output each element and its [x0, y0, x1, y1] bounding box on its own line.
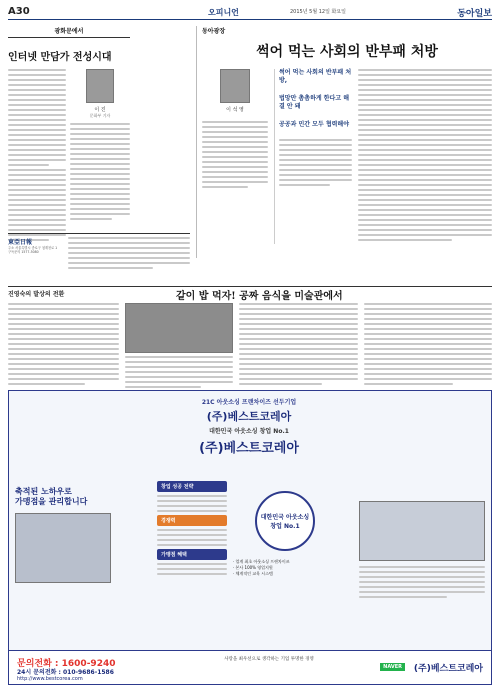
ad-benefit: · 체계적인 교육 시스템 — [233, 571, 273, 576]
ad-benefit: · 본사 100% 영업지원 — [233, 565, 273, 570]
lower-article — [8, 286, 492, 386]
article-body-col2 — [239, 303, 357, 391]
article-title: 인터넷 만담가 전성시대 — [8, 52, 112, 63]
author-block — [202, 69, 268, 244]
ad-company: (주)베스트코레아 — [206, 410, 292, 423]
ad-emblem-text: 대한민국 아웃소싱 창업 No.1 — [260, 514, 310, 530]
ad-contact-bar — [9, 650, 491, 684]
column-head: 진영숙의 발상의 전환 — [8, 291, 65, 298]
article-body-col3 — [364, 303, 492, 391]
column-head: 동아광장 — [202, 28, 226, 35]
column-head: 광화문에서 — [8, 26, 130, 38]
article-photo-col — [125, 303, 234, 391]
ad-chip: 가맹점 혜택 — [157, 549, 227, 560]
article-body-left — [8, 69, 66, 244]
author-name: 이 진 — [94, 107, 106, 113]
pull-quote-block — [274, 69, 352, 244]
ad-chip: 창업 성공 전략 — [157, 481, 227, 492]
ad-brand-bottom: (주)베스트코레아 — [413, 664, 483, 674]
ad-website-link[interactable]: http://www.bestcorea.com — [17, 676, 83, 682]
ad-phone[interactable]: 문의전화 : 1600-9240 — [17, 659, 116, 669]
section-title: 오피니언 — [208, 8, 239, 17]
ad-center-panel — [157, 481, 337, 641]
author-block — [70, 69, 130, 244]
publisher-contact: 구독문의 1577-5080 — [8, 250, 39, 254]
ad-benefit: · 업계 최초 아웃소싱 프랜차이즈 — [233, 559, 290, 564]
column-donga-square — [196, 26, 492, 258]
article-photo — [125, 303, 234, 353]
ad-chip: 경쟁력 — [157, 515, 227, 526]
page-number: A30 — [8, 6, 30, 17]
page-header — [8, 6, 492, 20]
article-title: 같이 밥 먹자! 공짜 음식을 미술관에서 — [176, 291, 343, 302]
ad-slogan: 대한민국 아웃소싱 창업 No.1 — [209, 428, 289, 435]
newspaper-brand: 동아일보 — [457, 9, 492, 19]
ad-side-photo — [359, 501, 485, 561]
author-name: 이 석 영 — [226, 107, 244, 113]
ad-header — [69, 397, 429, 456]
ad-emblem — [255, 491, 315, 551]
ad-tagline: 사랑을 최우선으로 생각하는 기업 투명한 경영 — [224, 657, 314, 662]
pull-quote: 썩어 먹는 사회의 반부패 처방, — [279, 69, 352, 84]
article-body-col1 — [8, 303, 119, 391]
publisher-name: 東亞日報 — [8, 239, 33, 246]
ad-left-panel — [15, 487, 135, 617]
pull-quote: 법망만 촘촘하게 한다고 해결 안 돼 — [279, 95, 350, 110]
publish-date: 2015년 5월 12일 화요일 — [290, 9, 347, 15]
publisher-address: 주소 서울특별시 종로구 청계천로 1 — [8, 246, 58, 250]
publisher-info — [8, 233, 190, 285]
ad-right-panel — [359, 501, 485, 621]
article-title: 썩어 먹는 사회의 반부패 처방 — [256, 44, 438, 60]
ad-logo-text: (주)베스트코레아 — [199, 441, 299, 456]
pull-quote: 공공과 민간 모두 협력해야 — [279, 121, 350, 128]
ad-headline: 축적된 노하우로 — [15, 487, 72, 496]
ad-subtitle: 21C 아웃소싱 프랜차이즈 선두기업 — [201, 399, 297, 406]
author-photo — [220, 69, 250, 103]
article-body-right — [358, 69, 492, 244]
ad-headline: 가맹점을 관리합니다 — [15, 497, 88, 506]
author-photo — [86, 69, 114, 103]
naver-badge: NAVER — [380, 663, 405, 671]
ad-phone-24h[interactable]: 24시 문의전화 : 010-9686-1586 — [17, 669, 114, 676]
author-role: 문화부 기자 — [89, 113, 111, 118]
advertisement[interactable] — [8, 390, 492, 685]
ad-person-photo — [15, 513, 111, 583]
